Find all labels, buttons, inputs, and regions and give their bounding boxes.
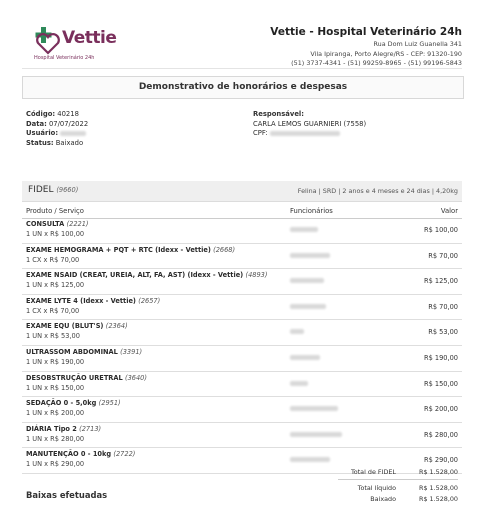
service-label: EXAME HEMOGRAMA + PQT + RTC (Idexx - Vettie) <box>26 245 211 254</box>
document-title: Demonstrativo de honorários e despesas <box>138 82 348 92</box>
service-qty: 1 UN x R$ 290,00 <box>26 460 85 469</box>
service-value: R$ 53,00 <box>428 328 458 337</box>
service-label: SEDAÇÃO 0 - 5,0kg <box>26 399 97 408</box>
employee-redacted <box>290 227 318 232</box>
service-qty: 1 CX x R$ 70,00 <box>26 255 80 264</box>
patient-description: Felina | SRD | 2 anos e 4 meses e 24 dias | 4,20kg <box>297 187 458 195</box>
service-code: (4893) <box>245 271 268 280</box>
table-row <box>22 320 462 346</box>
logo-wordmark: Vettie <box>62 28 117 48</box>
clinic-phones: (51) 3737-4341 - (51) 99259-8965 - (51) 99196-5843 <box>291 59 462 68</box>
invoice-info-right <box>253 110 366 139</box>
employee-redacted <box>290 381 308 386</box>
service-value: R$ 290,00 <box>424 456 458 465</box>
paid-label: Baixado <box>370 495 396 503</box>
service-label: MANUTENÇÃO 0 - 10kg <box>26 450 112 459</box>
service-label: CONSULTA <box>26 220 65 228</box>
totals-divider <box>338 479 458 480</box>
status-line <box>26 139 88 149</box>
service-value: R$ 280,00 <box>424 430 458 439</box>
service-code: (2713) <box>79 424 102 433</box>
employee-redacted <box>290 253 330 258</box>
service-name <box>26 322 128 330</box>
table-row <box>22 397 462 423</box>
service-value: R$ 70,00 <box>428 251 458 260</box>
service-value: R$ 190,00 <box>424 353 458 362</box>
service-value: R$ 125,00 <box>424 277 458 286</box>
codigo-line <box>26 110 88 120</box>
service-name <box>26 271 267 279</box>
services-table-body <box>22 218 462 474</box>
responsavel-value: CARLA LEMOS GUARNIERI (7558) <box>253 119 367 128</box>
patient-name <box>28 185 78 195</box>
cpf-label: CPF: <box>253 129 268 137</box>
table-row <box>22 244 462 270</box>
employee-redacted <box>290 406 338 411</box>
service-value: R$ 100,00 <box>424 226 458 234</box>
service-qty: 1 UN x R$ 280,00 <box>26 434 85 443</box>
data-value: 07/07/2022 <box>48 119 89 128</box>
total-patient-label: Total de FIDEL <box>350 468 396 476</box>
clinic-address-city: Vila Ipiranga, Porto Alegre/RS - CEP: 91320-190 <box>310 49 462 58</box>
usuario-label: Usuário: <box>26 129 59 137</box>
service-label: ULTRASSOM ABDOMINAL <box>26 347 118 356</box>
paid-value: R$ 1.528,00 <box>419 495 458 503</box>
service-name <box>26 220 89 228</box>
total-patient-row <box>278 468 458 478</box>
service-qty: 1 UN x R$ 190,00 <box>26 357 85 366</box>
employee-redacted <box>290 304 326 309</box>
clinic-address-street: Rua Dom Luiz Guanella 341 <box>373 40 462 48</box>
patient-bar <box>22 181 462 202</box>
table-row <box>22 295 462 321</box>
service-code: (2657) <box>138 296 161 305</box>
employee-redacted <box>290 329 304 334</box>
service-qty: 1 UN x R$ 125,00 <box>26 281 85 290</box>
service-name <box>26 425 101 433</box>
clinic-details <box>270 26 462 69</box>
service-code: (2722) <box>113 450 136 459</box>
service-name <box>26 297 160 305</box>
table-row <box>22 423 462 449</box>
status-label: Status: <box>26 138 54 147</box>
table-row <box>22 346 462 372</box>
service-code: (2364) <box>105 322 128 331</box>
service-value: R$ 200,00 <box>424 405 458 414</box>
employee-redacted <box>290 355 320 360</box>
cpf-redacted <box>270 131 340 136</box>
service-label: DESOBSTRUÇÃO URETRAL <box>26 373 123 382</box>
payments-heading: Baixas efetuadas <box>26 490 108 500</box>
table-row <box>22 372 462 398</box>
codigo-value: 40218 <box>57 110 79 118</box>
header-employees: Funcionários <box>290 207 333 215</box>
service-name <box>26 246 235 254</box>
service-code: (2668) <box>213 245 236 254</box>
responsavel-label-line <box>253 110 366 120</box>
logo-subtitle: Hospital Veterinário 24h <box>34 55 95 61</box>
service-qty: 1 UN x R$ 200,00 <box>26 409 85 418</box>
table-row <box>22 269 462 295</box>
data-label: Data: <box>26 119 47 128</box>
status-value: Baixado <box>55 138 84 147</box>
service-qty: 1 CX x R$ 70,00 <box>26 306 80 315</box>
service-name <box>26 450 135 458</box>
clinic-logo <box>32 25 117 65</box>
net-total-label: Total líquido <box>357 484 396 492</box>
invoice-info-left <box>26 110 88 148</box>
service-code: (3640) <box>125 373 147 382</box>
service-label: EXAME NSAID (CREAT, UREIA, ALT, FA, AST) (Idexx - Vettie) <box>26 271 244 280</box>
service-qty: 1 UN x R$ 100,00 <box>26 230 85 238</box>
usuario-line <box>26 129 88 139</box>
employee-redacted <box>290 432 342 437</box>
employee-redacted <box>290 457 330 462</box>
service-code: (2221) <box>66 220 89 228</box>
patient-name-text: FIDEL <box>28 185 54 195</box>
service-name <box>26 348 142 356</box>
service-code: (2951) <box>98 399 121 408</box>
service-name <box>26 374 147 382</box>
net-total-value: R$ 1.528,00 <box>419 484 458 492</box>
service-value: R$ 70,00 <box>428 302 458 311</box>
service-label: DIÁRIA Tipo 2 <box>26 424 77 433</box>
service-code: (3391) <box>120 347 143 356</box>
total-patient-value: R$ 1.528,00 <box>419 468 458 476</box>
responsavel-label: Responsável: <box>253 110 304 118</box>
header-service: Produto / Serviço <box>26 207 84 215</box>
service-value: R$ 150,00 <box>424 379 458 388</box>
document-page <box>22 20 462 503</box>
usuario-redacted <box>60 131 86 136</box>
service-qty: 1 UN x R$ 150,00 <box>26 383 85 392</box>
service-qty: 1 UN x R$ 53,00 <box>26 332 80 341</box>
paid-row <box>278 495 458 505</box>
cpf-line <box>253 129 366 139</box>
codigo-label: Código: <box>26 110 56 118</box>
employee-redacted <box>290 278 324 283</box>
clinic-name: Vettie - Hospital Veterinário 24h <box>270 26 462 38</box>
patient-id: (9660) <box>56 186 79 194</box>
table-row <box>22 218 462 244</box>
service-name <box>26 399 121 407</box>
data-line <box>26 120 88 130</box>
service-label: EXAME LYTE 4 (Idexx - Vettie) <box>26 296 136 305</box>
document-header <box>22 20 462 69</box>
document-title-box <box>22 76 464 99</box>
header-value: Valor <box>440 207 458 215</box>
net-total-row <box>278 484 458 494</box>
service-label: EXAME EQU (BLUT'S) <box>26 322 104 331</box>
